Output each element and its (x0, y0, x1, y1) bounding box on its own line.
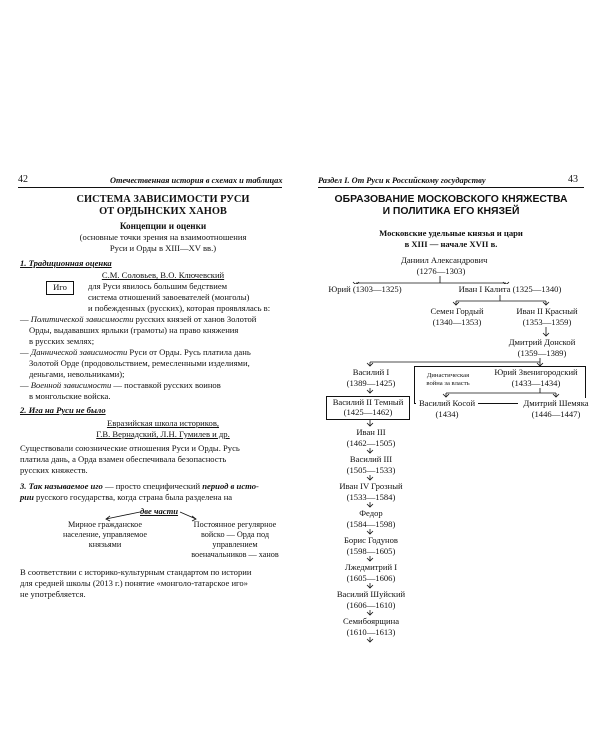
fedor-years: (1584—1598) (346, 518, 396, 529)
vasily2-name: Василий II Темный (332, 397, 404, 407)
section2-authors: Г.В. Вернадский, Л.Н. Гумилев и др. (96, 429, 230, 439)
shuisky-years: (1606—1610) (346, 599, 396, 610)
igo-box: Иго (46, 281, 74, 295)
vasily-kosoy-years: (1434) (435, 408, 459, 419)
node-daniil (400, 255, 488, 276)
node-dmitry (500, 337, 584, 358)
daniil-name: Даниил Александрович (401, 255, 488, 265)
vasily-kosoy-name: Василий Косой (418, 398, 476, 408)
right-subtitle-line2: в XIII — начале XVII в. (404, 239, 498, 249)
section3-a: 3. Так называемое (20, 481, 91, 491)
shuisky-name: Василий Шуйский (336, 589, 406, 599)
war-label-l2: война за власть (426, 380, 470, 387)
dynastic-war-label (418, 372, 478, 388)
ivan2-years: (1353—1359) (522, 316, 572, 327)
bullet-tribute: — Даннической зависимости Руси от Орды. Русь платила дань (20, 347, 251, 357)
node-vasily-kosoy (416, 398, 478, 419)
civil-population-l1: Мирное гражданское (68, 520, 142, 529)
bullet-tribute-l3: деньгами, невольниками); (29, 369, 125, 379)
army-l4: военачальников — ханов (191, 550, 279, 559)
section2-heading: 2. Ига на Руси не было (20, 405, 106, 415)
two-parts-label: две части (140, 506, 179, 516)
section3-d: период в исто- (202, 481, 259, 491)
vasily3-name: Василий III (349, 454, 393, 464)
node-lzhedmitry (335, 562, 407, 583)
section1-heading: 1. Традиционная оценка (20, 258, 112, 268)
node-ivan2 (506, 306, 588, 327)
dmitry-years: (1359—1389) (517, 347, 567, 358)
boris-years: (1598—1605) (346, 545, 396, 556)
bullet-tribute-em: Даннической зависимости (30, 347, 128, 357)
node-shuisky (330, 589, 412, 610)
bullet-military: — Военной зависимости — поставкой русских воинов (20, 380, 221, 390)
section3-e: рии (20, 492, 34, 502)
right-title-line2: И ПОЛИТИКА ЕГО КНЯЗЕЙ (382, 206, 520, 217)
section3-b: иго (90, 481, 103, 491)
yuri-zv-years: (1433—1434) (511, 377, 561, 388)
bullet-political-rest: русских князей от ханов Золотой (133, 314, 257, 324)
bullet-military-l2: в монгольские войска. (29, 391, 111, 401)
final-p3: не употребляется. (20, 589, 86, 599)
vasily1-years: (1389—1425) (346, 377, 396, 388)
running-header-right: Раздел I. От Руси к Российскому государству (318, 176, 486, 185)
bullet-political-l2: Орды, выдававших ярлыки (грамоты) на право княжения (29, 325, 239, 335)
final-p2: для средней школы (2013 г.) понятие «монголо-татарское иго» (20, 578, 248, 588)
node-boris (332, 535, 410, 556)
war-label-l1: Династическая (426, 372, 470, 379)
page-title-line2: ОТ ОРДЫНСКИХ ХАНОВ (99, 206, 227, 217)
army-l2: войско — Орда под (200, 530, 269, 539)
right-title-line1: ОБРАЗОВАНИЕ МОСКОВСКОГО КНЯЖЕСТВА (334, 194, 568, 205)
final-p1: В соответствии с историко-культурным стандартом по истории (20, 567, 252, 577)
vasily2-years: (1425—1462) (343, 407, 393, 417)
semen-name: Семен Гордый (430, 306, 484, 316)
lzhedm-name: Лжедмитрий I (344, 562, 398, 572)
running-header-left: Отечественная история в схемах и таблицах (110, 176, 283, 185)
vasily3-years: (1505—1533) (346, 464, 396, 475)
node-ivan1 (452, 284, 568, 295)
bullet-tribute-rest: Руси от Орды. Русь платила дань (127, 347, 251, 357)
section3-f: русского государства, когда страна была разделена на (33, 492, 233, 502)
node-vasily3 (335, 454, 407, 475)
bullet-political-l3: в русских землях; (29, 336, 95, 346)
right-subtitle-line1: Московские удельные князья и цари (379, 228, 523, 238)
note-line2: Руси и Орды в XIII—XV вв.) (109, 243, 217, 253)
ivan1-label: Иван I Калита (1325—1340) (458, 284, 562, 294)
node-yuri (322, 284, 408, 295)
ivan4-name: Иван IV Грозный (339, 481, 403, 491)
node-shemyaka (518, 398, 594, 419)
page-number-left: 42 (18, 174, 28, 185)
lzhedm-years: (1605—1606) (346, 572, 396, 583)
ivan2-name: Иван II Красный (516, 306, 578, 316)
daniil-years: (1276—1303) (416, 265, 466, 276)
yuri-label: Юрий (1303—1325) (328, 284, 402, 294)
section2-school: Евразийская школа историков, (106, 418, 220, 428)
ivan4-years: (1533—1584) (346, 491, 396, 502)
node-semiboyarshchina (332, 616, 410, 637)
semen-years: (1340—1353) (432, 316, 482, 327)
section2-p1: Существовали союзнические отношения Руси и Орды. Русь (20, 443, 240, 453)
vasily1-name: Василий I (352, 367, 390, 377)
node-vasily1 (342, 367, 400, 388)
bullet-military-rest: — поставкой русских воинов (111, 380, 221, 390)
section1-line3: и побежденных (русских), которая проявлялась в: (88, 303, 271, 313)
bullet-military-em: Военной зависимости (30, 380, 112, 390)
bullet-political-em: Политической зависимости (30, 314, 134, 324)
boris-name: Борис Годунов (344, 535, 398, 545)
section1-arrow-text1: для Руси явилось большим бедствием (88, 281, 228, 291)
yuri-zv-name: Юрий Звенигородский (494, 367, 578, 377)
node-fedor (335, 508, 407, 529)
civil-population-l2: население, управляемое (62, 530, 148, 539)
bullet-tribute-l2: Золотой Орде (продовольствием, ремесленными изделиями, (29, 358, 250, 368)
ivan3-name: Иван III (356, 427, 386, 437)
section2-p2: платила дань, а Орда взамен обеспечивала безопасность (20, 454, 227, 464)
civil-population-l3: князьями (88, 540, 122, 549)
semib-years: (1610—1613) (346, 626, 396, 637)
node-yuri-zvenigorodsky (488, 367, 584, 388)
army-l3: управлением (212, 540, 258, 549)
shemyaka-years: (1446—1447) (531, 408, 581, 419)
page-title-line1: СИСТЕМА ЗАВИСИМОСТИ РУСИ (76, 194, 250, 205)
section3-c: — просто специфический (102, 481, 203, 491)
node-ivan3 (335, 427, 407, 448)
fedor-name: Федор (359, 508, 383, 518)
dmitry-name: Дмитрий Донской (508, 337, 576, 347)
section2-p3: русских княжеств. (20, 465, 88, 475)
section1-authors: С.М. Соловьев, В.О. Ключевский (101, 270, 225, 280)
bullet-political: — Политической зависимости русских князей от ханов Золотой (20, 314, 257, 324)
section1-arrow-text2: система отношений завоевателей (монголы) (88, 292, 250, 302)
page-number-right: 43 (568, 174, 578, 185)
ivan3-years: (1462—1505) (346, 437, 396, 448)
vasily2-box (326, 396, 410, 420)
node-ivan4 (330, 481, 412, 502)
semib-name: Семибоярщина (342, 616, 400, 626)
shemyaka-name: Дмитрий Шемяка (523, 398, 589, 408)
note-line1: (основные точки зрения на взаимоотношения (79, 232, 247, 242)
page-subtitle: Концепции и оценки (119, 221, 207, 231)
army-l1: Постоянное регулярное (193, 520, 277, 529)
node-semen (422, 306, 492, 327)
